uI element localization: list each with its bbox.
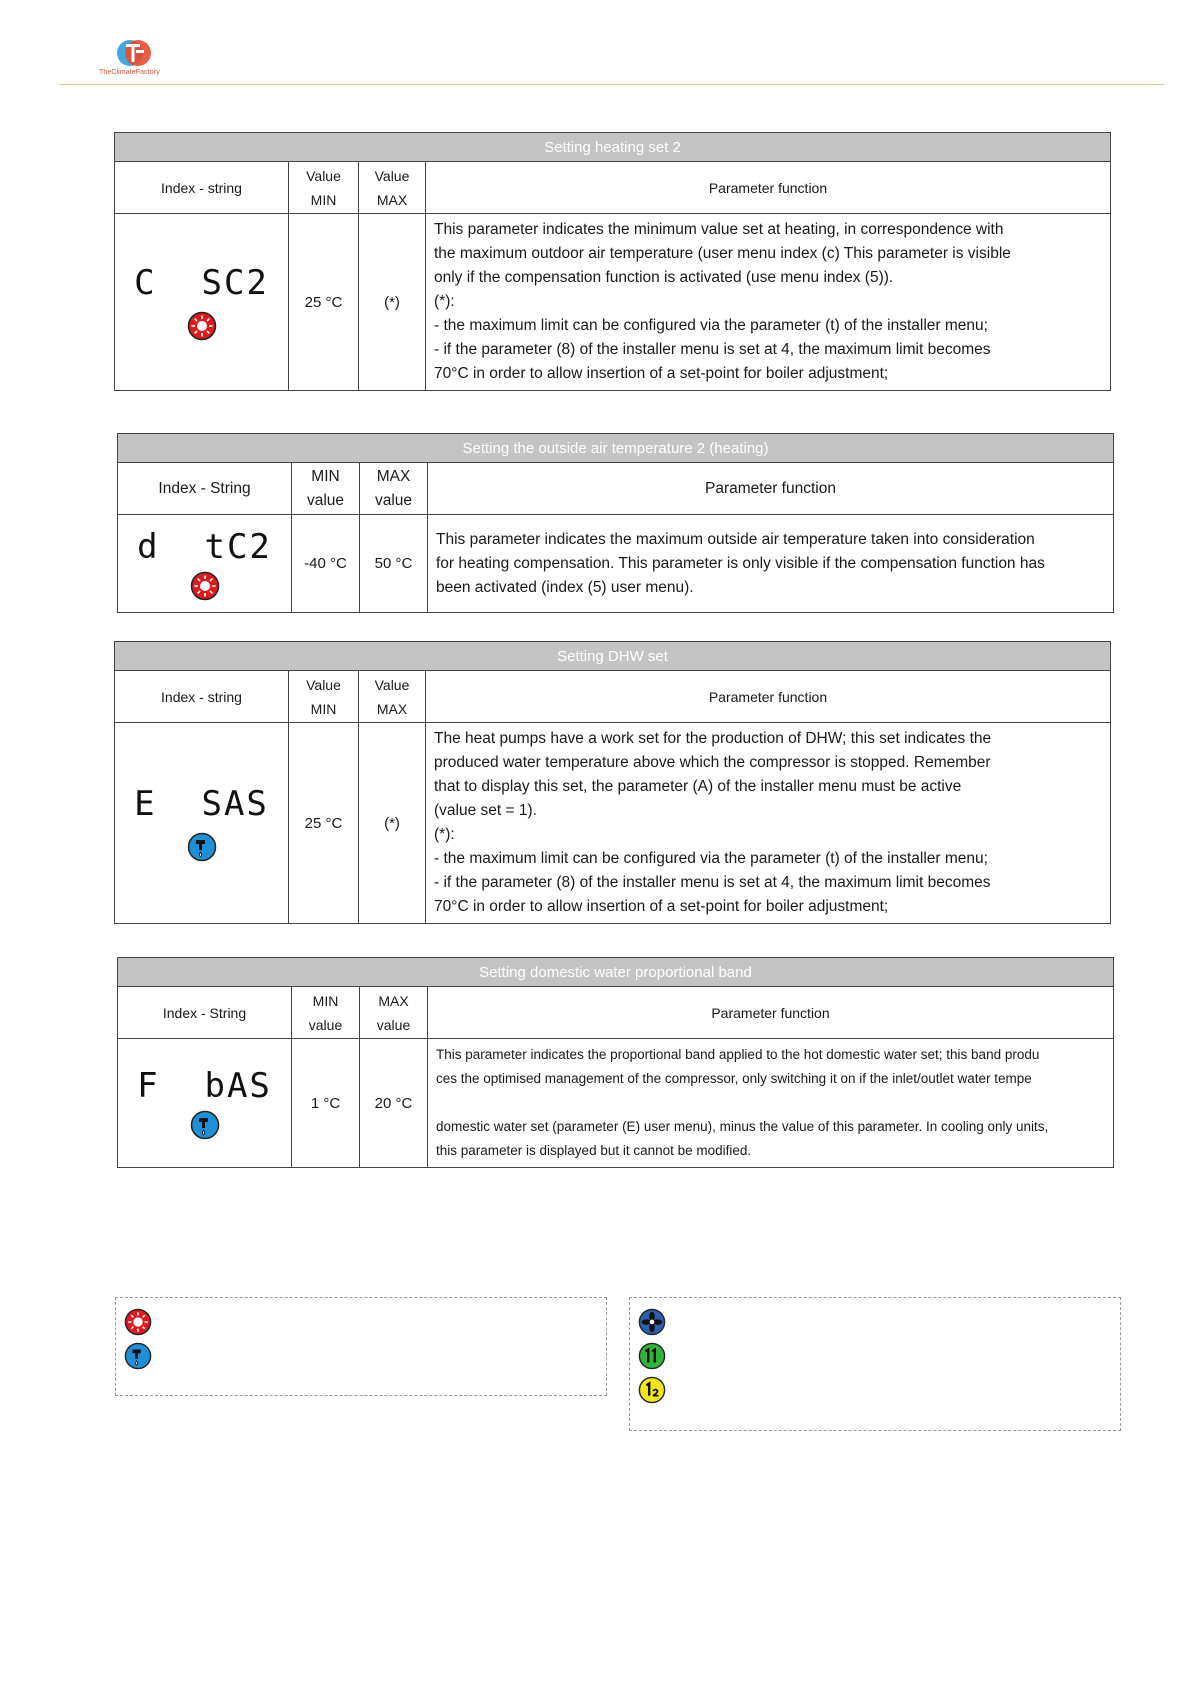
brand-name: TheClimateFactory xyxy=(99,69,160,76)
description-line: produced water temperature above which the compressor is stopped. Remember xyxy=(434,754,991,771)
index-cell xyxy=(118,1039,292,1168)
description-line: This parameter indicates the proportional band applied to the hot domestic water set; this band produ xyxy=(436,1047,1040,1062)
col-header-max xyxy=(359,671,426,723)
max-value: 20 °C xyxy=(360,1039,428,1168)
description-line: for heating compensation. This parameter is only visible if the compensation function has xyxy=(436,554,1045,572)
outside-air-temp-2-table xyxy=(117,433,1114,613)
min-header-line1: Value xyxy=(306,167,341,184)
description-line: ces the optimised management of the compressor, only switching it on if the inlet/outlet water tempe xyxy=(436,1071,1032,1086)
min-value: -40 °C xyxy=(292,515,360,613)
min-header-line2: MIN xyxy=(310,191,337,208)
parameter-description xyxy=(426,214,1111,391)
dhw-proportional-band-table xyxy=(117,957,1114,1168)
description-line: - the maximum limit can be configured via the parameter (t) of the installer menu; xyxy=(434,850,988,867)
index-cell xyxy=(115,723,289,924)
min-header-line2: MIN xyxy=(310,700,337,717)
parameter-description xyxy=(428,515,1114,613)
header-divider xyxy=(60,84,1164,85)
description-line: This parameter indicates the minimum value set at heating, in correspondence with xyxy=(434,221,1004,238)
dhw-tap-icon xyxy=(124,1342,152,1370)
zone-one-icon xyxy=(638,1376,666,1404)
min-value: 25 °C xyxy=(289,214,359,391)
description-line: - if the parameter (8) of the installer menu is set at 4, the maximum limit becomes xyxy=(434,874,991,891)
index-code-display: F bAS xyxy=(137,1066,272,1106)
index-code-display: d tC2 xyxy=(137,526,272,567)
col-header-function: Parameter function xyxy=(428,987,1114,1039)
description-line xyxy=(436,1091,1105,1115)
col-header-max xyxy=(360,987,428,1039)
min-header-line1: Value xyxy=(306,676,341,693)
min-value: 25 °C xyxy=(289,723,359,924)
description-line: domestic water set (parameter (E) user menu), minus the value of this parameter. In cooling only units, xyxy=(436,1119,1049,1134)
col-header-function: Parameter function xyxy=(426,671,1111,723)
description-line: This parameter indicates the maximum outside air temperature taken into consideration xyxy=(436,530,1035,548)
description-line: - if the parameter (8) of the installer menu is set at 4, the maximum limit becomes xyxy=(434,341,991,358)
company-logo xyxy=(99,36,179,80)
description-line: the maximum outdoor air temperature (user menu index (c) This parameter is visible xyxy=(434,245,1011,262)
min-header-line2: value xyxy=(306,491,345,509)
col-header-function: Parameter function xyxy=(428,463,1114,515)
col-header-function: Parameter function xyxy=(426,162,1111,214)
col-header-min xyxy=(289,671,359,723)
max-header-line1: Value xyxy=(374,167,410,184)
description-line: (value set = 1). xyxy=(434,802,537,819)
description-line: this parameter is displayed but it cannot be modified. xyxy=(436,1143,752,1158)
heating-set-2-table xyxy=(114,132,1111,391)
table-title: Setting heating set 2 xyxy=(115,133,1111,162)
description-line: - the maximum limit can be configured via the parameter (t) of the installer menu; xyxy=(434,317,988,334)
description-line: (*): xyxy=(434,293,455,310)
description-line: The heat pumps have a work set for the production of DHW; this set indicates the xyxy=(434,730,992,747)
description-line: 70°C in order to allow insertion of a set-point for boiler adjustment; xyxy=(434,898,889,915)
max-header-line1: MAX xyxy=(376,467,411,485)
col-header-max xyxy=(359,162,426,214)
description-line: that to display this set, the parameter (A) of the installer menu must be active xyxy=(434,778,962,795)
index-cell xyxy=(115,214,289,391)
col-header-min xyxy=(289,162,359,214)
dhw-set-table xyxy=(114,641,1111,924)
description-line: (*): xyxy=(434,826,455,843)
description-line: been activated (index (5) user menu). xyxy=(436,578,694,596)
min-header-line1: MIN xyxy=(311,467,340,485)
col-header-index: Index - String xyxy=(118,987,292,1039)
min-header-line2: value xyxy=(308,1016,343,1033)
max-header-line2: MAX xyxy=(376,700,408,717)
max-value: (*) xyxy=(359,723,426,924)
max-header-line2: value xyxy=(374,491,413,509)
col-header-min xyxy=(292,987,360,1039)
col-header-index: Index - string xyxy=(115,671,289,723)
max-header-line1: Value xyxy=(374,676,410,693)
dhw-tap-icon xyxy=(190,1110,220,1140)
max-header-line2: value xyxy=(376,1016,411,1033)
description-line: 70°C in order to allow insertion of a set-point for boiler adjustment; xyxy=(434,365,889,382)
max-header-line1: MAX xyxy=(378,992,409,1009)
table-title: Setting domestic water proportional band xyxy=(118,958,1114,987)
index-code-display: C SC2 xyxy=(134,263,269,303)
heating-sun-icon xyxy=(190,571,220,601)
table-title: Setting DHW set xyxy=(115,642,1111,671)
col-header-index: Index - string xyxy=(115,162,289,214)
heating-sun-icon xyxy=(187,311,217,341)
index-code-display: E SAS xyxy=(134,784,269,824)
description-line: only if the compensation function is activated (use menu index (5)). xyxy=(434,269,894,286)
climate-factory-logo-icon xyxy=(117,36,151,70)
fan-icon xyxy=(638,1308,666,1336)
legend-box-left xyxy=(115,1297,607,1396)
col-header-index: Index - String xyxy=(118,463,292,515)
table-title: Setting the outside air temperature 2 (heating) xyxy=(118,434,1114,463)
col-header-min xyxy=(292,463,360,515)
heating-sun-icon xyxy=(124,1308,152,1336)
max-value: (*) xyxy=(359,214,426,391)
col-header-max xyxy=(360,463,428,515)
parameter-description xyxy=(426,723,1111,924)
max-value: 50 °C xyxy=(360,515,428,613)
index-cell xyxy=(118,515,292,613)
min-header-line1: MIN xyxy=(312,992,339,1009)
max-header-line2: MAX xyxy=(376,191,408,208)
min-value: 1 °C xyxy=(292,1039,360,1168)
dhw-tap-icon xyxy=(187,832,217,862)
parameter-description xyxy=(428,1039,1114,1168)
dual-zone-icon xyxy=(638,1342,666,1370)
legend-box-right xyxy=(629,1297,1121,1431)
